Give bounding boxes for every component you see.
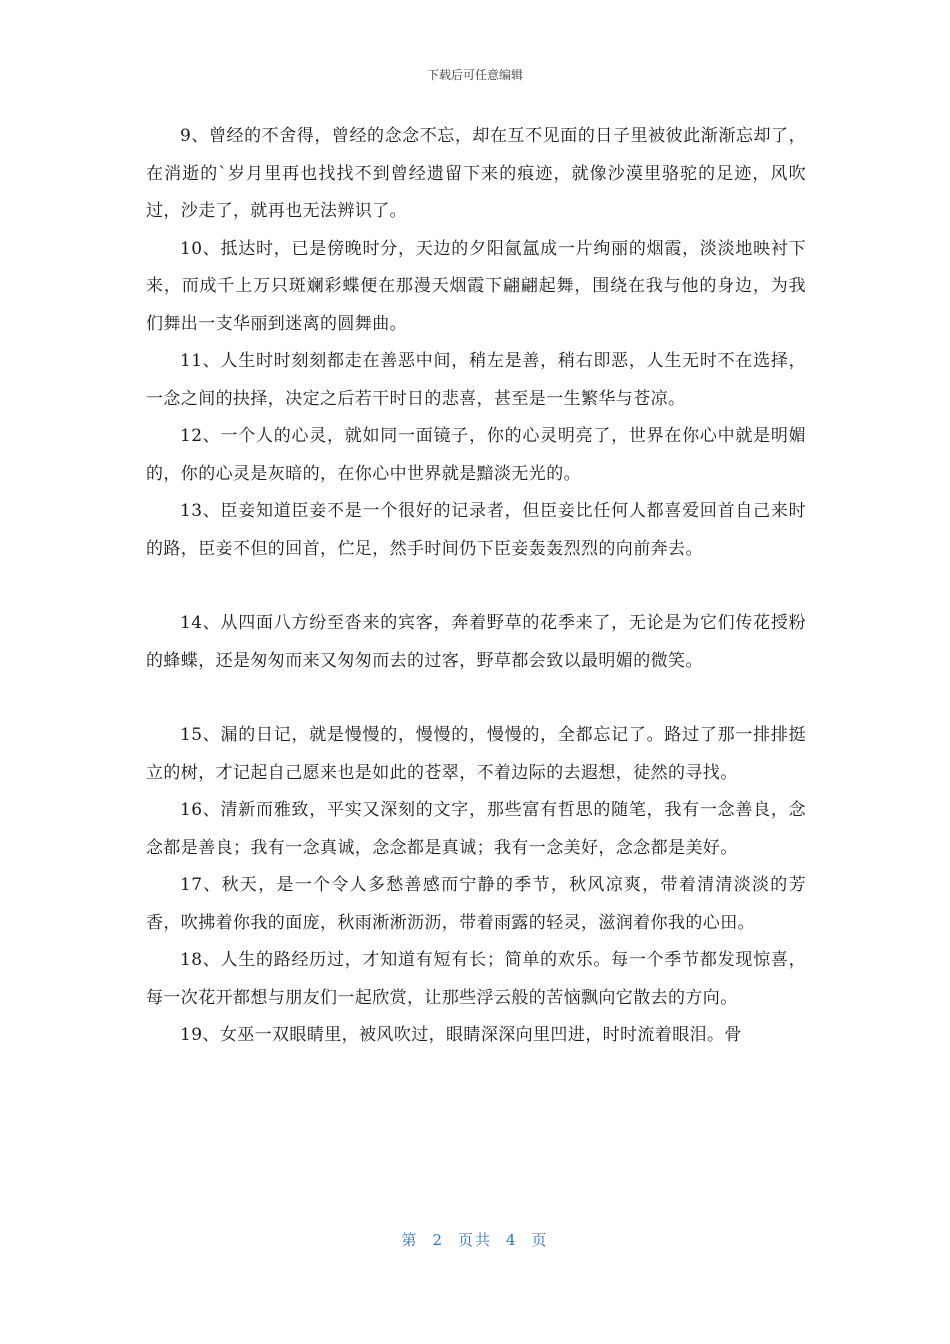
page-footer xyxy=(0,1229,950,1250)
page-mid: 页共 xyxy=(457,1231,492,1249)
paragraph-gap xyxy=(146,680,806,717)
total-pages-number: 4 xyxy=(506,1231,518,1249)
paragraph-13: 13、臣妾知道臣妾不是一个很好的记录者，但臣妾比任何人都喜爱回首自己来时的路，臣妾不但的回首，伫足，然手时间仍下臣妾轰轰烈烈的向前奔去。 xyxy=(146,501,806,559)
paragraph-17: 17、秋天，是一个令人多愁善感而宁静的季节，秋风凉爽，带着清清淡淡的芳香，吹拂着你我的面庞，秋雨淅淅沥沥，带着雨露的轻灵，滋润着你我的心田。 xyxy=(146,875,806,933)
paragraph-18: 18、人生的路经历过，才知道有短有长；简单的欢乐。每一个季节都发现惊喜，每一次花开都想与朋友们一起欣赏，让那些浮云般的苦恼飘向它散去的方向。 xyxy=(146,950,806,1008)
paragraph-gap xyxy=(146,568,806,605)
paragraph-14: 14、从四面八方纷至沓来的宾客，奔着野草的花季来了，无论是为它们传花授粉的蜂蝶，还是匆匆而来又匆匆而去的过客，野草都会致以最明媚的微笑。 xyxy=(146,613,806,671)
page-prefix: 第 xyxy=(401,1231,419,1249)
page-suffix: 页 xyxy=(531,1231,549,1249)
paragraph-16: 16、清新而雅致，平实又深刻的文字，那些富有哲思的随笔，我有一念善良，念念都是善良；我有一念真诚，念念都是真诚；我有一念美好，念念都是美好。 xyxy=(146,800,806,858)
document-body xyxy=(146,118,806,1055)
paragraph-9: 9、曾经的不舍得，曾经的念念不忘，却在互不见面的日子里被彼此渐渐忘却了，在消逝的`岁月里再也找找不到曾经遗留下来的痕迹，就像沙漠里骆驼的足迹，风吹过，沙走了，就再也无法辨识了。 xyxy=(146,126,806,221)
paragraph-11: 11、人生时时刻刻都走在善恶中间，稍左是善，稍右即恶，人生无时不在选择，一念之间的抉择，决定之后若干时日的悲喜，甚至是一生繁华与苍凉。 xyxy=(146,351,806,409)
current-page-number: 2 xyxy=(432,1231,444,1249)
paragraph-19: 19、女巫一双眼睛里，被风吹过，眼睛深深向里凹进，时时流着眼泪。骨 xyxy=(180,1025,742,1045)
paragraph-10: 10、抵达时，已是傍晚时分，天边的夕阳氤氲成一片绚丽的烟霞，淡淡地映衬下来，而成千上万只斑斓彩蝶便在那漫天烟霞下翩翩起舞，围绕在我与他的身边，为我们舞出一支华丽到迷离的圆舞曲。 xyxy=(146,238,806,334)
page-header: 下载后可任意编辑 xyxy=(426,68,523,82)
paragraph-12: 12、一个人的心灵，就如同一面镜子，你的心灵明亮了，世界在你心中就是明媚的，你的心灵是灰暗的，在你心中世界就是黯淡无光的。 xyxy=(146,426,806,484)
paragraph-15: 15、漏的日记，就是慢慢的，慢慢的，慢慢的，全都忘记了。路过了那一排排挺立的树，才记起自己愿来也是如此的苍翠，不着边际的去遐想，徒然的寻找。 xyxy=(146,725,806,783)
